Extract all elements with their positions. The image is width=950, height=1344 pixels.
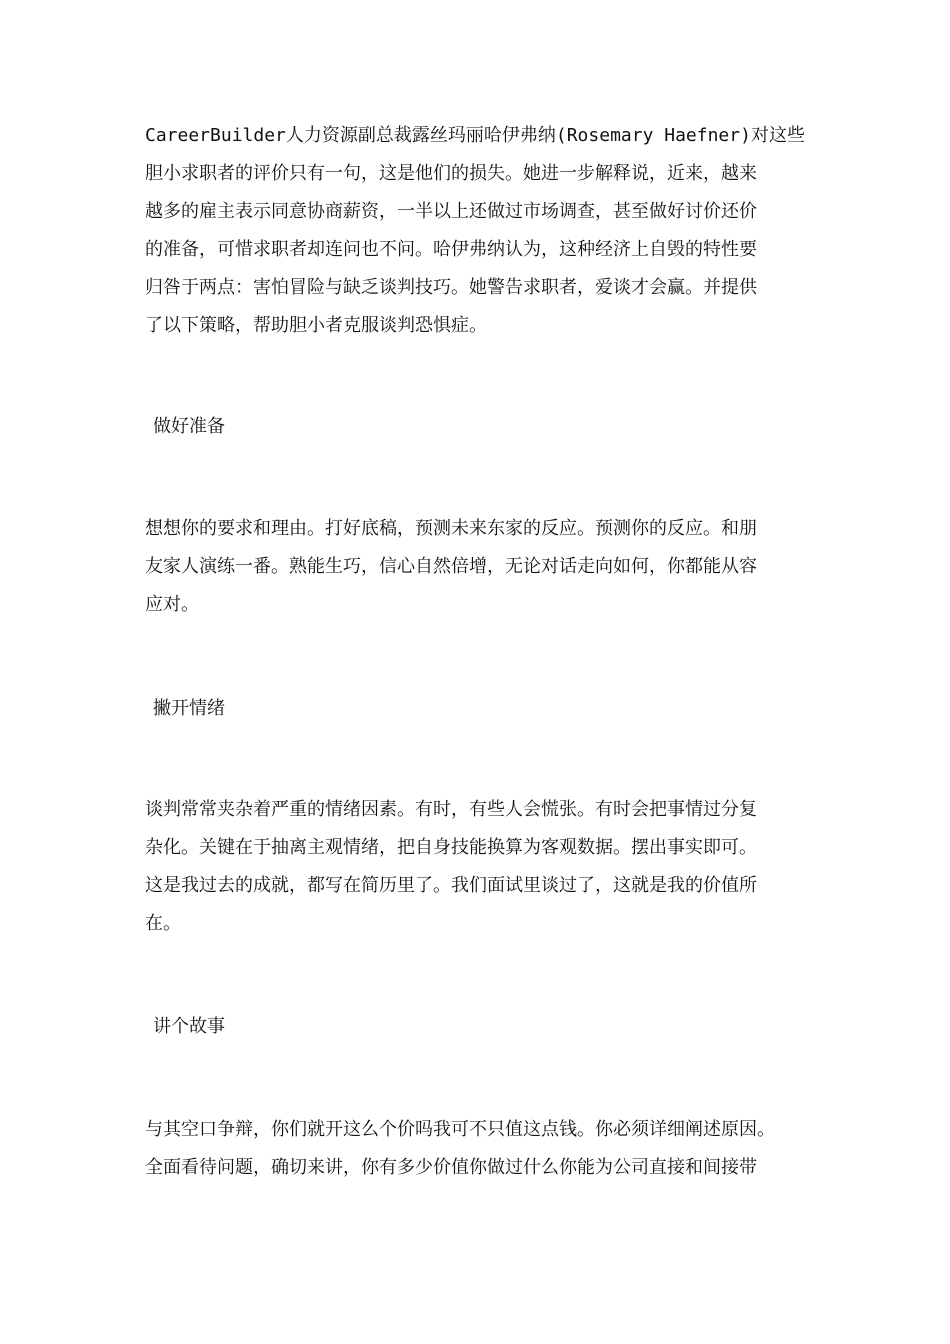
paragraph-story <box>145 1111 825 1187</box>
text-line: 了以下策略，帮助胆小者克服谈判恐惧症。 <box>145 315 487 336</box>
text-line: 胆小求职者的评价只有一句，这是他们的损失。她进一步解释说，近来，越来 <box>145 163 757 184</box>
text-line: 在。 <box>145 913 181 934</box>
paragraph-prepare <box>145 510 825 624</box>
text-line: 杂化。关键在于抽离主观情绪，把自身技能换算为客观数据。摆出事实即可。 <box>145 837 757 858</box>
section-heading-story: 讲个故事 <box>153 1016 225 1037</box>
text-line: CareerBuilder人力资源副总裁露丝玛丽哈伊弗纳(Rosemary Haefner)对这些 <box>145 125 805 146</box>
text-line: 的准备，可惜求职者却连问也不问。哈伊弗纳认为，这种经济上自毁的特性要 <box>145 239 757 260</box>
text-line: 想想你的要求和理由。打好底稿，预测未来东家的反应。预测你的反应。和朋 <box>145 518 757 539</box>
paragraph-emotions <box>145 791 825 943</box>
paragraph-intro <box>145 117 825 345</box>
text-line: 谈判常常夹杂着严重的情绪因素。有时，有些人会慌张。有时会把事情过分复 <box>145 799 757 820</box>
text-line: 归咎于两点：害怕冒险与缺乏谈判技巧。她警告求职者，爱谈才会赢。并提供 <box>145 277 757 298</box>
text-line: 友家人演练一番。熟能生巧，信心自然倍增，无论对话走向如何，你都能从容 <box>145 556 757 577</box>
text-line: 这是我过去的成就，都写在简历里了。我们面试里谈过了，这就是我的价值所 <box>145 875 757 896</box>
text-line: 越多的雇主表示同意协商薪资，一半以上还做过市场调查，甚至做好讨价还价 <box>145 201 757 222</box>
text-line: 与其空口争辩，你们就开这么个价吗我可不只值这点钱。你必须详细阐述原因。 <box>145 1119 775 1140</box>
text-line: 全面看待问题，确切来讲，你有多少价值你做过什么你能为公司直接和间接带 <box>145 1157 757 1178</box>
text-line: 应对。 <box>145 594 199 615</box>
section-heading-prepare: 做好准备 <box>153 416 225 437</box>
section-heading-emotions: 撇开情绪 <box>153 698 225 719</box>
